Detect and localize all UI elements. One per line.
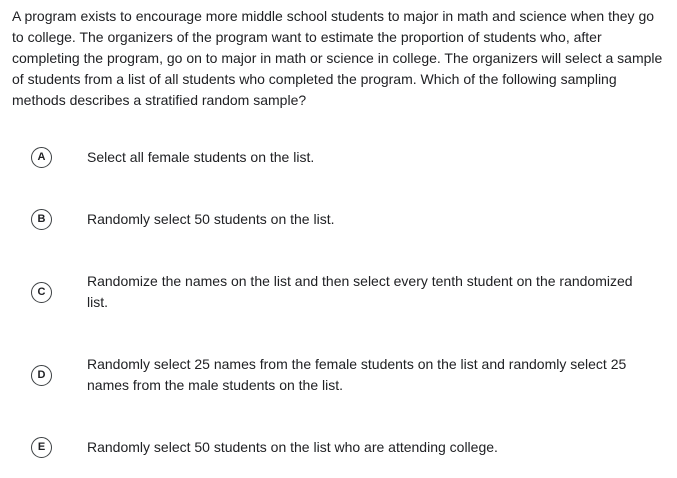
choice-row-e[interactable] (12, 437, 665, 458)
choice-letter-badge-a[interactable] (31, 147, 52, 168)
choice-text-b: Randomly select 50 students on the list. (87, 211, 335, 227)
choice-row-d[interactable] (12, 354, 665, 396)
choice-letter-e: E (37, 441, 46, 453)
choice-row-b[interactable] (12, 209, 665, 230)
choice-text-d: Randomly select 25 names from the female students on the list and randomly select 25 names from the male students on the list. (87, 356, 627, 393)
choice-letter-badge-c[interactable] (31, 282, 52, 303)
choice-text-a: Select all female students on the list. (87, 149, 315, 165)
question-text: A program exists to encourage more middle school students to major in math and science when they go to college. The organizers of the program want to estimate the proportion of students who, after completing the program, go on to major in math or science in college. The organizers will select a sample of students from a list of all students who completed the program. Which of the following sampling methods describes a stratified random sample? (12, 8, 663, 108)
choice-letter-badge-b[interactable] (31, 209, 52, 230)
choice-text-e: Randomly select 50 students on the list who are attending college. (87, 439, 498, 455)
choice-letter-d: D (37, 368, 46, 381)
choice-letter-c: C (37, 285, 46, 298)
choice-letter-badge-e[interactable] (31, 437, 52, 458)
choice-row-a[interactable] (12, 147, 665, 168)
choice-letter-badge-d[interactable] (31, 365, 52, 386)
choice-row-c[interactable] (12, 271, 665, 313)
choice-letter-a: A (37, 151, 46, 163)
answer-choices (12, 147, 665, 458)
choice-letter-b: B (37, 213, 46, 225)
choice-text-c: Randomize the names on the list and then select every tenth student on the randomized list. (87, 273, 633, 310)
